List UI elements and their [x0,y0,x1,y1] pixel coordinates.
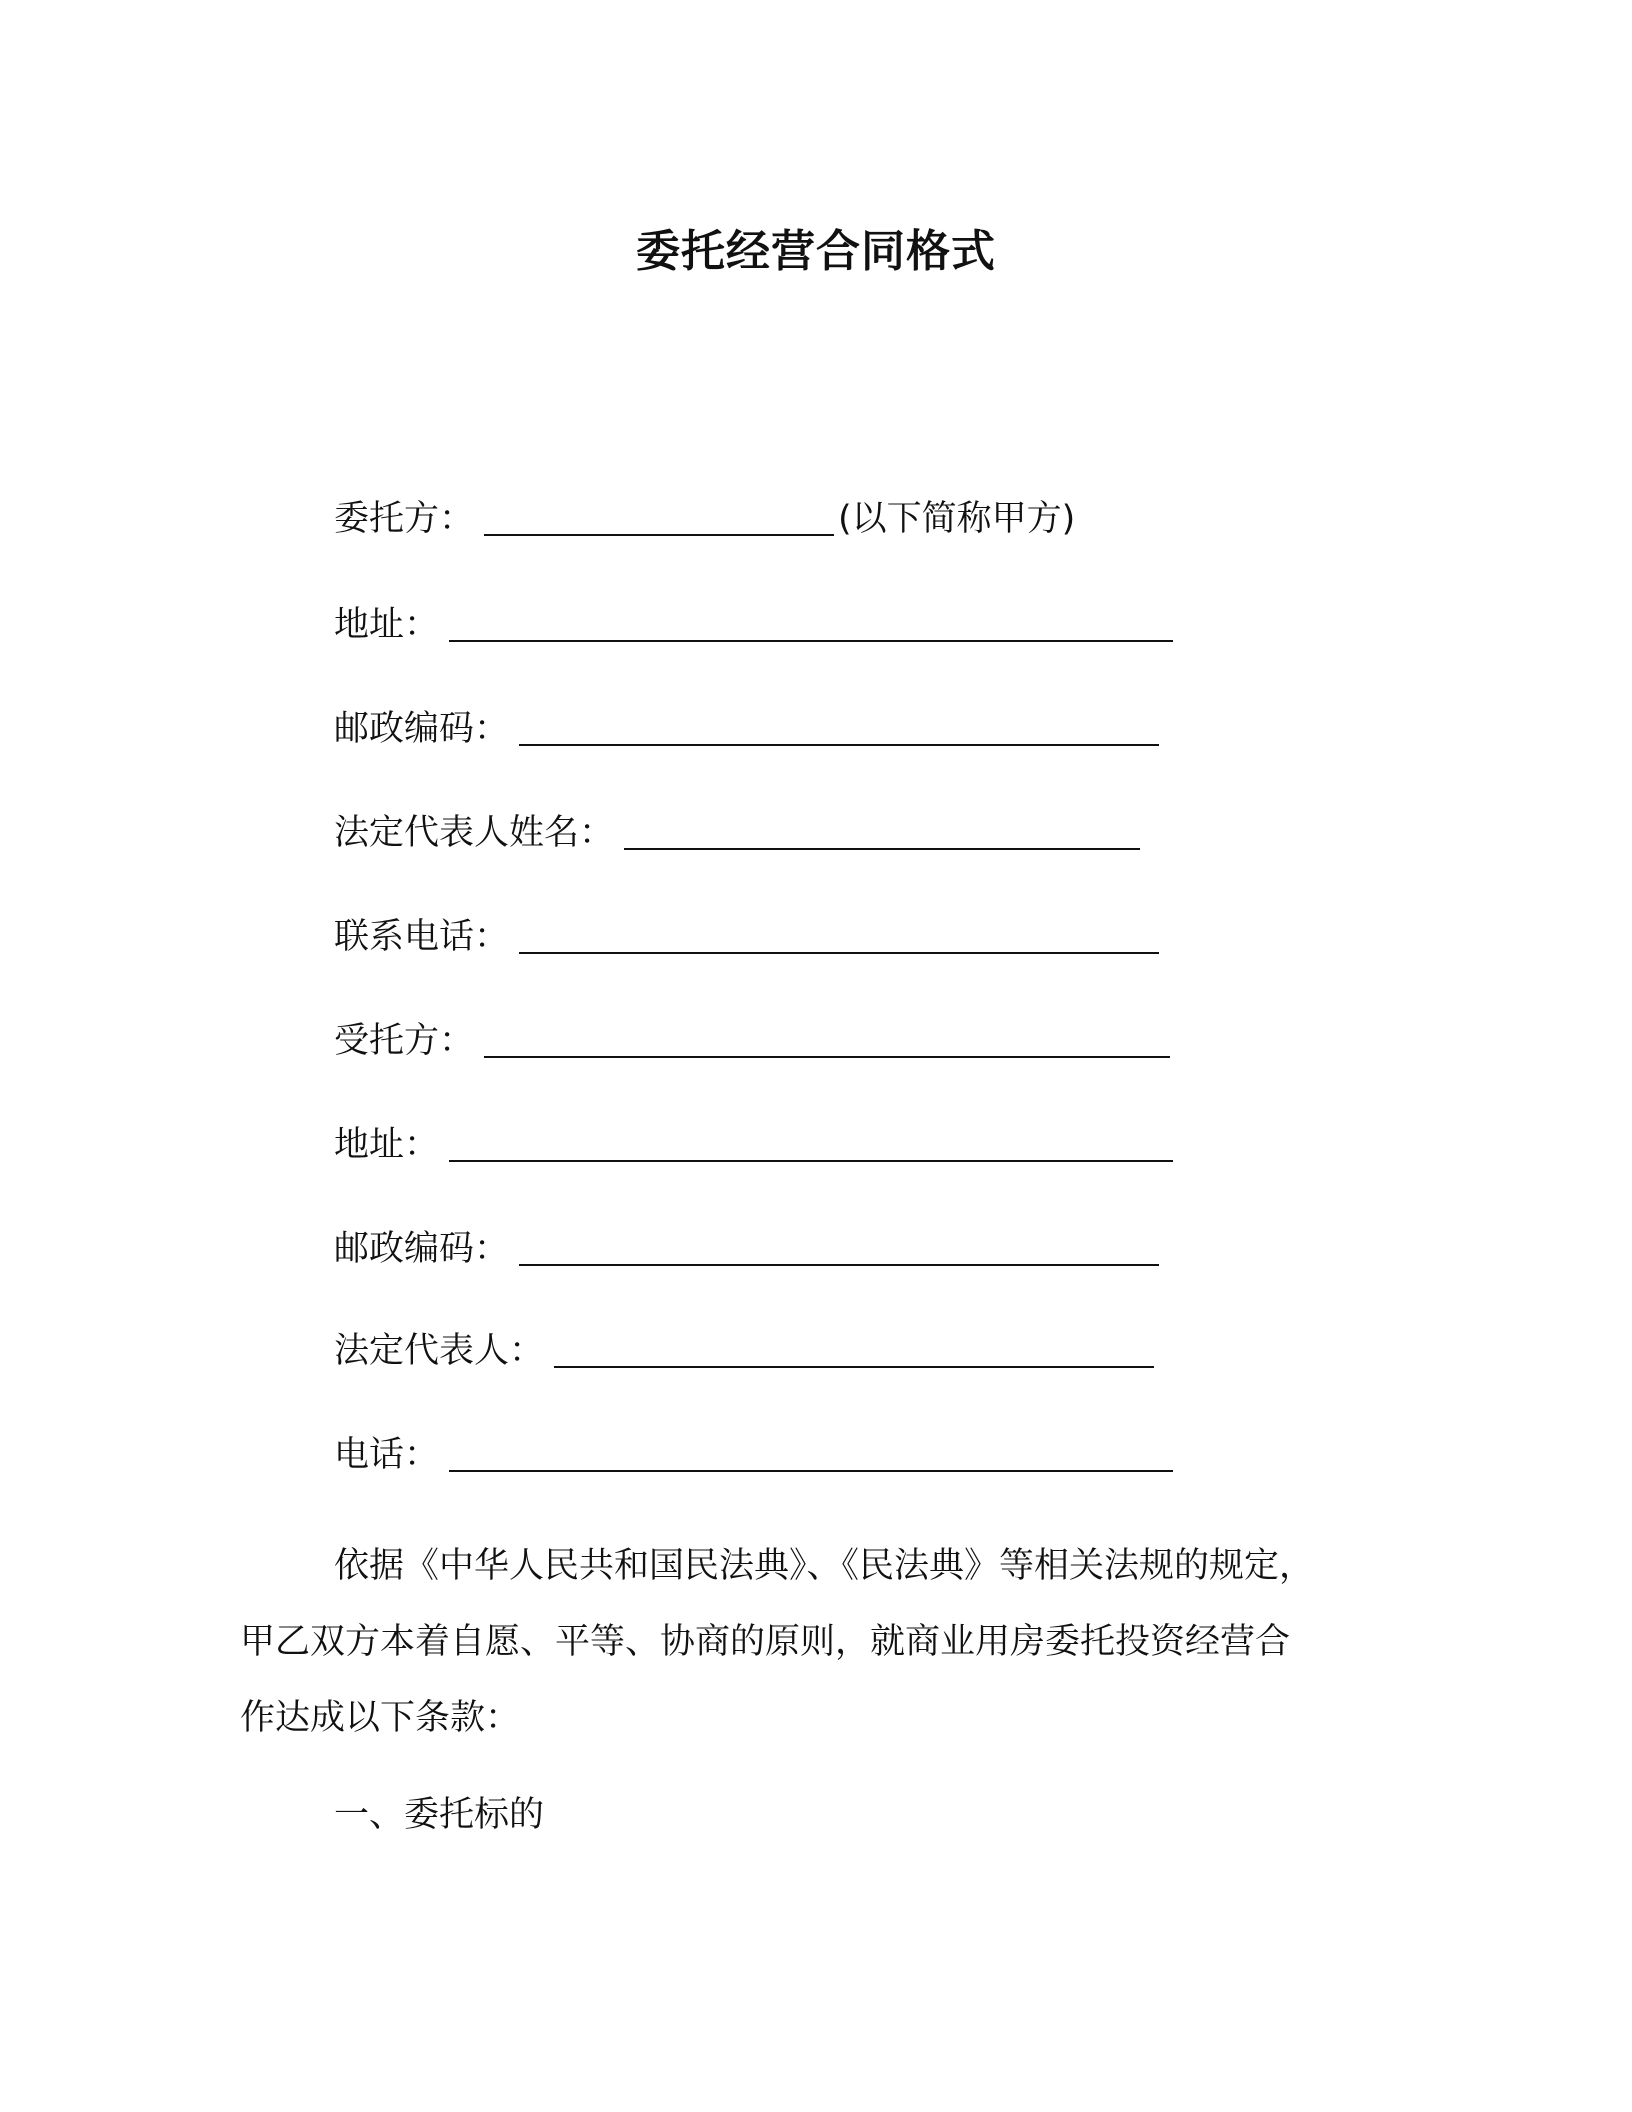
client-party-suffix: (以下简称甲方) [838,499,1076,539]
trustee-party-blank [484,1016,1170,1058]
client-party-blank [484,494,834,536]
client-party-field [334,494,1075,544]
trustee-postcode-field [334,1224,1159,1274]
trustee-address-label: 地址： [334,1125,440,1165]
trustee-phone-field [334,1430,1173,1480]
trustee-party-field [334,1016,1170,1066]
paragraph-line: 依据《中华人民共和国民法典》、《民法典》等相关法规的规定， [334,1546,1315,1586]
trustee-address-blank [449,1120,1173,1162]
trustee-legal-rep-label: 法定代表人： [334,1331,545,1371]
trustee-legal-rep-field [334,1326,1154,1376]
client-phone-field [334,912,1159,962]
section-heading: 一、委托标的 [334,1795,545,1835]
client-legal-rep-field [334,808,1140,858]
client-legal-rep-label: 法定代表人姓名： [334,813,615,853]
preamble-paragraph [240,1528,1420,1756]
client-address-label: 地址： [334,605,440,645]
trustee-party-label: 受托方： [334,1021,475,1061]
paragraph-line: 作达成以下条款： [240,1698,521,1738]
trustee-postcode-label: 邮政编码： [334,1229,510,1269]
client-phone-blank [519,912,1159,954]
trustee-phone-blank [449,1430,1173,1472]
paragraph-line: 甲乙双方本着自愿、平等、协商的原则，就商业用房委托投资经营合 [240,1622,1291,1662]
client-postcode-label: 邮政编码： [334,709,510,749]
client-legal-rep-blank [624,808,1140,850]
client-phone-label: 联系电话： [334,917,510,957]
trustee-phone-label: 电话： [334,1435,440,1475]
client-party-label: 委托方： [334,499,475,539]
trustee-postcode-blank [519,1224,1159,1266]
client-address-field [334,600,1173,650]
trustee-address-field [334,1120,1173,1170]
trustee-legal-rep-blank [554,1326,1154,1368]
document-title: 委托经营合同格式 [636,226,996,277]
client-postcode-field [334,704,1159,754]
client-address-blank [449,600,1173,642]
client-postcode-blank [519,704,1159,746]
